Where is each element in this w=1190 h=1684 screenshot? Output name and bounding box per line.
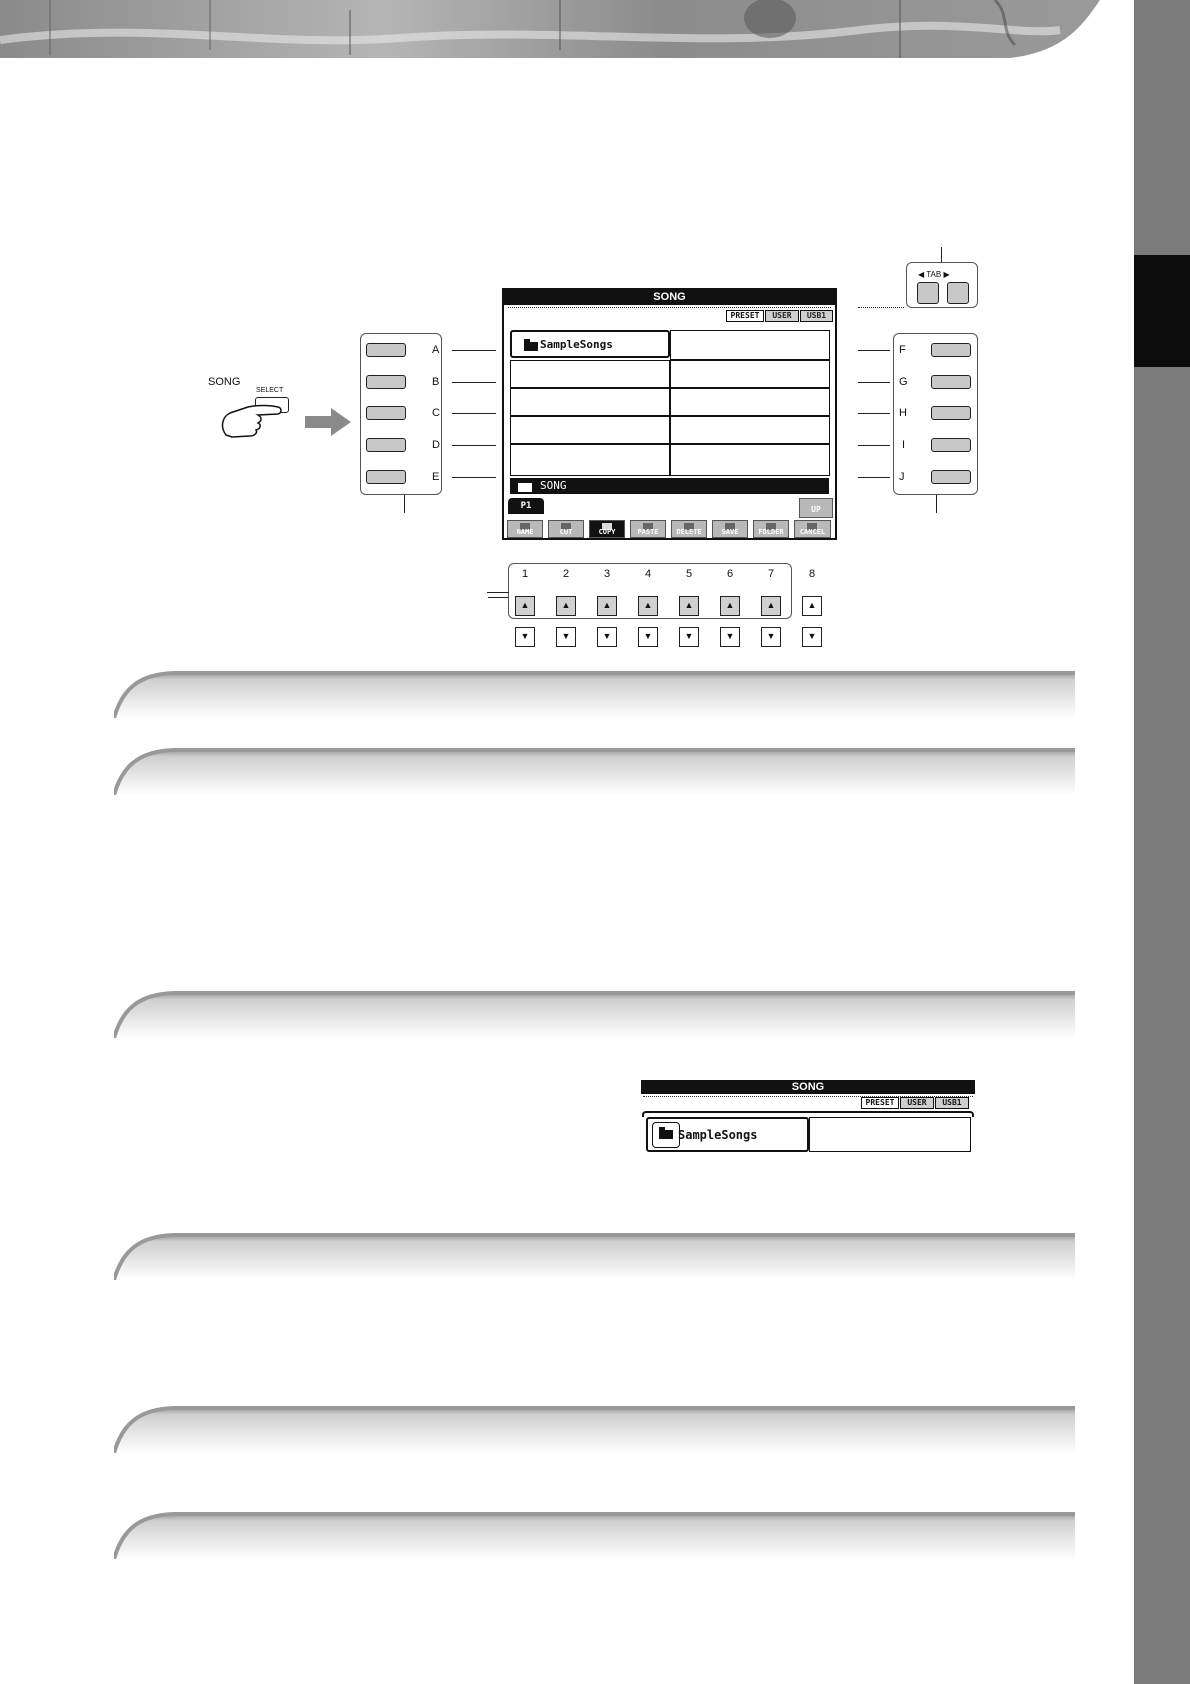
right-group-leader [936, 495, 937, 513]
button-j[interactable] [931, 470, 971, 484]
mini-folder-icon [659, 1130, 673, 1139]
num-label-8: 8 [808, 568, 816, 580]
leader-c [452, 413, 496, 414]
current-path: SONG [540, 479, 567, 492]
section-bar-3 [114, 990, 1075, 1038]
letter-e: E [432, 471, 440, 483]
letter-j: J [899, 471, 905, 483]
leader-e [452, 477, 496, 478]
leader-b [452, 382, 496, 383]
side-strip [1134, 0, 1190, 1684]
tab-preset[interactable]: PRESET [726, 310, 764, 322]
file-slot-c[interactable] [510, 388, 670, 416]
button-b[interactable] [366, 375, 406, 389]
file-slot-j[interactable] [670, 444, 830, 476]
mini-file-item-label: SampleSongs [678, 1128, 758, 1142]
tab-leader-line [941, 247, 942, 262]
button-5-down[interactable]: ▼ [679, 627, 699, 647]
tab-label [918, 270, 950, 279]
file-item-label: SampleSongs [540, 338, 613, 351]
num-label-6: 6 [726, 568, 734, 580]
leader-a [452, 350, 496, 351]
leader-d [452, 445, 496, 446]
number-group-leader-diag [488, 597, 508, 598]
letter-f: F [899, 344, 906, 356]
fn-paste[interactable]: PASTE [630, 520, 666, 538]
section-bar-1 [114, 670, 1075, 718]
letter-c: C [432, 407, 440, 419]
screen-title: SONG [504, 290, 835, 305]
letter-b: B [432, 376, 440, 388]
pointing-hand-icon [218, 395, 288, 440]
select-label: SELECT [256, 387, 284, 394]
tab-user[interactable]: USER [765, 310, 799, 322]
fn-save[interactable]: SAVE [712, 520, 748, 538]
arrow-right-icon [305, 408, 351, 436]
num-label-5: 5 [685, 568, 693, 580]
mini-file-item-sample-songs[interactable] [646, 1117, 809, 1152]
tab-label-text: TAB [926, 270, 942, 279]
num-label-2: 2 [562, 568, 570, 580]
letter-d: D [432, 439, 440, 451]
section-bar-5 [114, 1405, 1075, 1453]
button-d[interactable] [366, 438, 406, 452]
section-bar-6 [114, 1511, 1075, 1559]
number-group-leader [487, 592, 509, 593]
leader-i [858, 445, 890, 446]
button-h[interactable] [931, 406, 971, 420]
file-slot-d[interactable] [510, 416, 670, 444]
fn-cut[interactable]: CUT [548, 520, 584, 538]
file-slot-i[interactable] [670, 416, 830, 444]
letter-a: A [432, 344, 440, 356]
fn-folder[interactable]: FOLDER [753, 520, 789, 538]
song-label: SONG [208, 376, 241, 388]
leader-h [858, 413, 890, 414]
up-button[interactable]: UP [799, 498, 833, 518]
fn-cancel[interactable]: CANCEL [794, 520, 831, 538]
button-5-up[interactable]: ▲ [679, 596, 699, 616]
tab-dotted-leader [858, 307, 904, 308]
mini-tab-preset[interactable]: PRESET [861, 1097, 899, 1109]
mini-screen-title: SONG [641, 1080, 975, 1094]
mini-lcd-screen [641, 1080, 975, 1152]
mini-tab-user[interactable]: USER [900, 1097, 934, 1109]
tab-right-button[interactable] [947, 282, 969, 304]
mini-tab-usb1[interactable]: USB1 [935, 1097, 969, 1109]
button-8-up[interactable]: ▲ [802, 596, 822, 616]
fn-name[interactable]: NAME [507, 520, 543, 538]
section-bar-2 [114, 747, 1075, 795]
tab-usb1[interactable]: USB1 [800, 310, 833, 322]
leader-j [858, 477, 890, 478]
fn-delete[interactable]: DELETE [671, 520, 707, 538]
file-slot-g[interactable] [670, 360, 830, 388]
num-label-1: 1 [521, 568, 529, 580]
num-label-7: 7 [767, 568, 775, 580]
folder-icon [524, 342, 538, 351]
letter-i: I [902, 439, 906, 451]
button-f[interactable] [931, 343, 971, 357]
header-banner [0, 0, 1100, 58]
button-a[interactable] [366, 343, 406, 357]
mini-file-slot-f[interactable] [809, 1117, 971, 1152]
button-c[interactable] [366, 406, 406, 420]
leader-f [858, 350, 890, 351]
button-8-down[interactable]: ▼ [802, 627, 822, 647]
page-tab-p1[interactable]: P1 [508, 498, 544, 514]
leader-g [858, 382, 890, 383]
button-i[interactable] [931, 438, 971, 452]
left-group-leader [404, 495, 405, 513]
button-g[interactable] [931, 375, 971, 389]
file-slot-b[interactable] [510, 360, 670, 388]
tab-right-arrow-icon: ▶ [943, 270, 950, 279]
side-section-tab [1134, 255, 1190, 367]
letter-g: G [899, 376, 908, 388]
section-bar-4 [114, 1232, 1075, 1280]
button-e[interactable] [366, 470, 406, 484]
num-label-3: 3 [603, 568, 611, 580]
button-2-down[interactable]: ▼ [556, 627, 576, 647]
button-4-up[interactable]: ▲ [638, 596, 658, 616]
button-6-up[interactable]: ▲ [720, 596, 740, 616]
tab-left-arrow-icon: ◀ [918, 270, 925, 279]
file-slot-h[interactable] [670, 388, 830, 416]
num-label-4: 4 [644, 568, 652, 580]
file-slot-e[interactable] [510, 444, 670, 476]
button-6-down[interactable]: ▼ [720, 627, 740, 647]
tab-left-button[interactable] [917, 282, 939, 304]
button-3-down[interactable]: ▼ [597, 627, 617, 647]
button-7-down[interactable]: ▼ [761, 627, 781, 647]
button-4-down[interactable]: ▼ [638, 627, 658, 647]
button-7-up[interactable]: ▲ [761, 596, 781, 616]
path-folder-icon [518, 483, 532, 492]
letter-h: H [899, 407, 907, 419]
file-item-sample-songs[interactable] [510, 330, 670, 358]
file-slot-f[interactable] [670, 330, 830, 360]
lcd-screen [502, 288, 837, 540]
fn-copy[interactable]: COPY [589, 520, 625, 538]
title-divider [508, 307, 831, 308]
button-3-up[interactable]: ▲ [597, 596, 617, 616]
current-path-bar [510, 478, 829, 494]
button-1-up[interactable]: ▲ [515, 596, 535, 616]
button-1-down[interactable]: ▼ [515, 627, 535, 647]
button-2-up[interactable]: ▲ [556, 596, 576, 616]
